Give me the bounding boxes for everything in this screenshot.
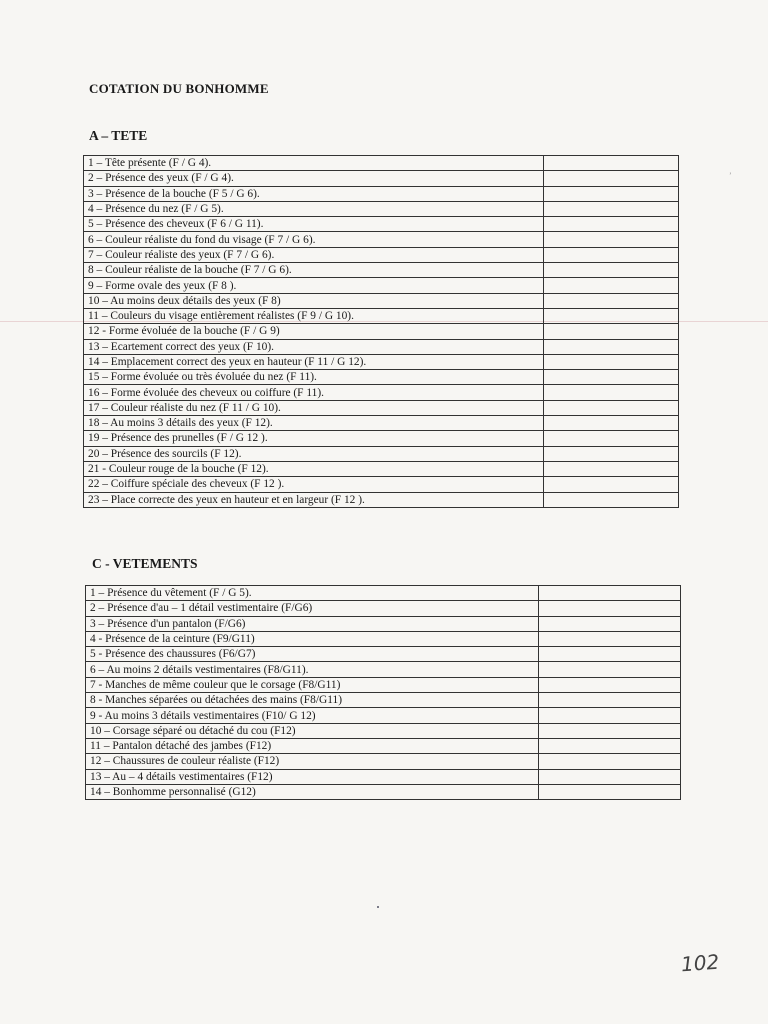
table-row bbox=[84, 263, 679, 278]
score-cell[interactable] bbox=[539, 769, 681, 784]
score-cell[interactable] bbox=[539, 723, 681, 738]
criterion-label: 9 – Forme ovale des yeux (F 8 ). bbox=[84, 278, 544, 293]
score-cell[interactable] bbox=[539, 708, 681, 723]
table-row bbox=[84, 385, 679, 400]
table-row bbox=[84, 461, 679, 476]
score-cell[interactable] bbox=[544, 278, 679, 293]
criterion-label: 4 - Présence de la ceinture (F9/G11) bbox=[86, 631, 539, 646]
score-cell[interactable] bbox=[539, 586, 681, 601]
section-a-title: A – TETE bbox=[89, 128, 148, 143]
table-row bbox=[86, 647, 681, 662]
table-row bbox=[84, 354, 679, 369]
table-row bbox=[86, 723, 681, 738]
score-cell[interactable] bbox=[539, 677, 681, 692]
score-cell[interactable] bbox=[539, 601, 681, 616]
criterion-label: 2 – Présence des yeux (F / G 4). bbox=[84, 171, 544, 186]
table-row bbox=[86, 769, 681, 784]
table-row bbox=[84, 217, 679, 232]
criterion-label: 13 – Au – 4 détails vestimentaires (F12) bbox=[86, 769, 539, 784]
criterion-label: 5 - Présence des chaussures (F6/G7) bbox=[86, 647, 539, 662]
table-row bbox=[84, 186, 679, 201]
table-row bbox=[84, 400, 679, 415]
score-cell[interactable] bbox=[544, 446, 679, 461]
score-cell[interactable] bbox=[544, 324, 679, 339]
table-row bbox=[84, 324, 679, 339]
score-cell[interactable] bbox=[544, 416, 679, 431]
criterion-label: 10 – Au moins deux détails des yeux (F 8) bbox=[84, 293, 544, 308]
criterion-label: 18 – Au moins 3 détails des yeux (F 12). bbox=[84, 416, 544, 431]
score-cell[interactable] bbox=[544, 477, 679, 492]
table-row bbox=[84, 308, 679, 323]
criterion-label: 3 – Présence d'un pantalon (F/G6) bbox=[86, 616, 539, 631]
table-row bbox=[84, 492, 679, 507]
criterion-label: 20 – Présence des sourcils (F 12). bbox=[84, 446, 544, 461]
section-c-rows bbox=[86, 586, 681, 800]
score-cell[interactable] bbox=[544, 217, 679, 232]
table-row bbox=[86, 754, 681, 769]
score-cell[interactable] bbox=[544, 354, 679, 369]
score-cell[interactable] bbox=[544, 186, 679, 201]
table-row bbox=[84, 293, 679, 308]
table-row bbox=[86, 677, 681, 692]
score-cell[interactable] bbox=[544, 461, 679, 476]
criterion-label: 8 - Manches séparées ou détachées des mains (F8/G11) bbox=[86, 693, 539, 708]
criterion-label: 13 – Ecartement correct des yeux (F 10). bbox=[84, 339, 544, 354]
table-row bbox=[86, 784, 681, 799]
criterion-label: 11 – Couleurs du visage entièrement réalistes (F 9 / G 10). bbox=[84, 308, 544, 323]
table-row bbox=[84, 171, 679, 186]
criterion-label: 1 – Présence du vêtement (F / G 5). bbox=[86, 586, 539, 601]
criterion-label: 23 – Place correcte des yeux en hauteur et en largeur (F 12 ). bbox=[84, 492, 544, 507]
criterion-label: 9 - Au moins 3 détails vestimentaires (F10/ G 12) bbox=[86, 708, 539, 723]
criterion-label: 11 – Pantalon détaché des jambes (F12) bbox=[86, 738, 539, 753]
score-cell[interactable] bbox=[544, 232, 679, 247]
table-row bbox=[84, 477, 679, 492]
score-cell[interactable] bbox=[539, 754, 681, 769]
score-cell[interactable] bbox=[539, 693, 681, 708]
table-row bbox=[86, 662, 681, 677]
section-c-table bbox=[85, 585, 681, 800]
margin-mark: ʼ bbox=[729, 171, 732, 180]
criterion-label: 6 – Couleur réaliste du fond du visage (F 7 / G 6). bbox=[84, 232, 544, 247]
criterion-label: 1 – Tête présente (F / G 4). bbox=[84, 156, 544, 171]
score-cell[interactable] bbox=[544, 431, 679, 446]
score-cell[interactable] bbox=[539, 616, 681, 631]
table-row bbox=[84, 339, 679, 354]
criterion-label: 3 – Présence de la bouche (F 5 / G 6). bbox=[84, 186, 544, 201]
criterion-label: 4 – Présence du nez (F / G 5). bbox=[84, 201, 544, 216]
criterion-label: 19 – Présence des prunelles (F / G 12 ). bbox=[84, 431, 544, 446]
table-row bbox=[84, 247, 679, 262]
score-cell[interactable] bbox=[544, 339, 679, 354]
table-row bbox=[84, 201, 679, 216]
score-cell[interactable] bbox=[544, 156, 679, 171]
criterion-label: 12 – Chaussures de couleur réaliste (F12) bbox=[86, 754, 539, 769]
criterion-label: 7 - Manches de même couleur que le corsage (F8/G11) bbox=[86, 677, 539, 692]
table-row bbox=[86, 738, 681, 753]
criterion-label: 10 – Corsage séparé ou détaché du cou (F12) bbox=[86, 723, 539, 738]
criterion-label: 14 – Bonhomme personnalisé (G12) bbox=[86, 784, 539, 799]
criterion-label: 15 – Forme évoluée ou très évoluée du nez (F 11). bbox=[84, 370, 544, 385]
criterion-label: 6 – Au moins 2 détails vestimentaires (F8/G11). bbox=[86, 662, 539, 677]
criterion-label: 21 - Couleur rouge de la bouche (F 12). bbox=[84, 461, 544, 476]
criterion-label: 16 – Forme évoluée des cheveux ou coiffure (F 11). bbox=[84, 385, 544, 400]
table-row bbox=[86, 631, 681, 646]
table-row bbox=[86, 693, 681, 708]
section-c-title: C - VETEMENTS bbox=[92, 556, 198, 571]
table-row bbox=[84, 370, 679, 385]
score-cell[interactable] bbox=[539, 738, 681, 753]
criterion-label: 8 – Couleur réaliste de la bouche (F 7 / G 6). bbox=[84, 263, 544, 278]
section-a-rows bbox=[84, 156, 679, 508]
table-row bbox=[84, 278, 679, 293]
score-cell[interactable] bbox=[539, 784, 681, 799]
handwritten-page-number: 102 bbox=[680, 949, 720, 977]
document-title: COTATION DU BONHOMME bbox=[89, 81, 269, 96]
criterion-label: 12 - Forme évoluée de la bouche (F / G 9) bbox=[84, 324, 544, 339]
score-cell[interactable] bbox=[539, 631, 681, 646]
criterion-label: 22 – Coiffure spéciale des cheveux (F 12 ). bbox=[84, 477, 544, 492]
table-row bbox=[86, 601, 681, 616]
score-cell[interactable] bbox=[544, 492, 679, 507]
criterion-label: 2 – Présence d'au – 1 détail vestimentaire (F/G6) bbox=[86, 601, 539, 616]
section-a-table bbox=[83, 155, 679, 508]
score-cell[interactable] bbox=[544, 308, 679, 323]
ink-dot bbox=[377, 906, 379, 908]
score-cell[interactable] bbox=[539, 662, 681, 677]
score-cell[interactable] bbox=[544, 370, 679, 385]
score-cell[interactable] bbox=[539, 647, 681, 662]
criterion-label: 7 – Couleur réaliste des yeux (F 7 / G 6). bbox=[84, 247, 544, 262]
score-cell[interactable] bbox=[544, 293, 679, 308]
table-row bbox=[84, 416, 679, 431]
table-row bbox=[84, 156, 679, 171]
criterion-label: 5 – Présence des cheveux (F 6 / G 11). bbox=[84, 217, 544, 232]
score-cell[interactable] bbox=[544, 247, 679, 262]
table-row bbox=[84, 431, 679, 446]
table-row bbox=[84, 446, 679, 461]
score-cell[interactable] bbox=[544, 400, 679, 415]
score-cell[interactable] bbox=[544, 263, 679, 278]
table-row bbox=[86, 616, 681, 631]
table-row bbox=[86, 586, 681, 601]
score-cell[interactable] bbox=[544, 385, 679, 400]
score-cell[interactable] bbox=[544, 201, 679, 216]
table-row bbox=[84, 232, 679, 247]
table-row bbox=[86, 708, 681, 723]
score-cell[interactable] bbox=[544, 171, 679, 186]
criterion-label: 17 – Couleur réaliste du nez (F 11 / G 10). bbox=[84, 400, 544, 415]
criterion-label: 14 – Emplacement correct des yeux en hauteur (F 11 / G 12). bbox=[84, 354, 544, 369]
